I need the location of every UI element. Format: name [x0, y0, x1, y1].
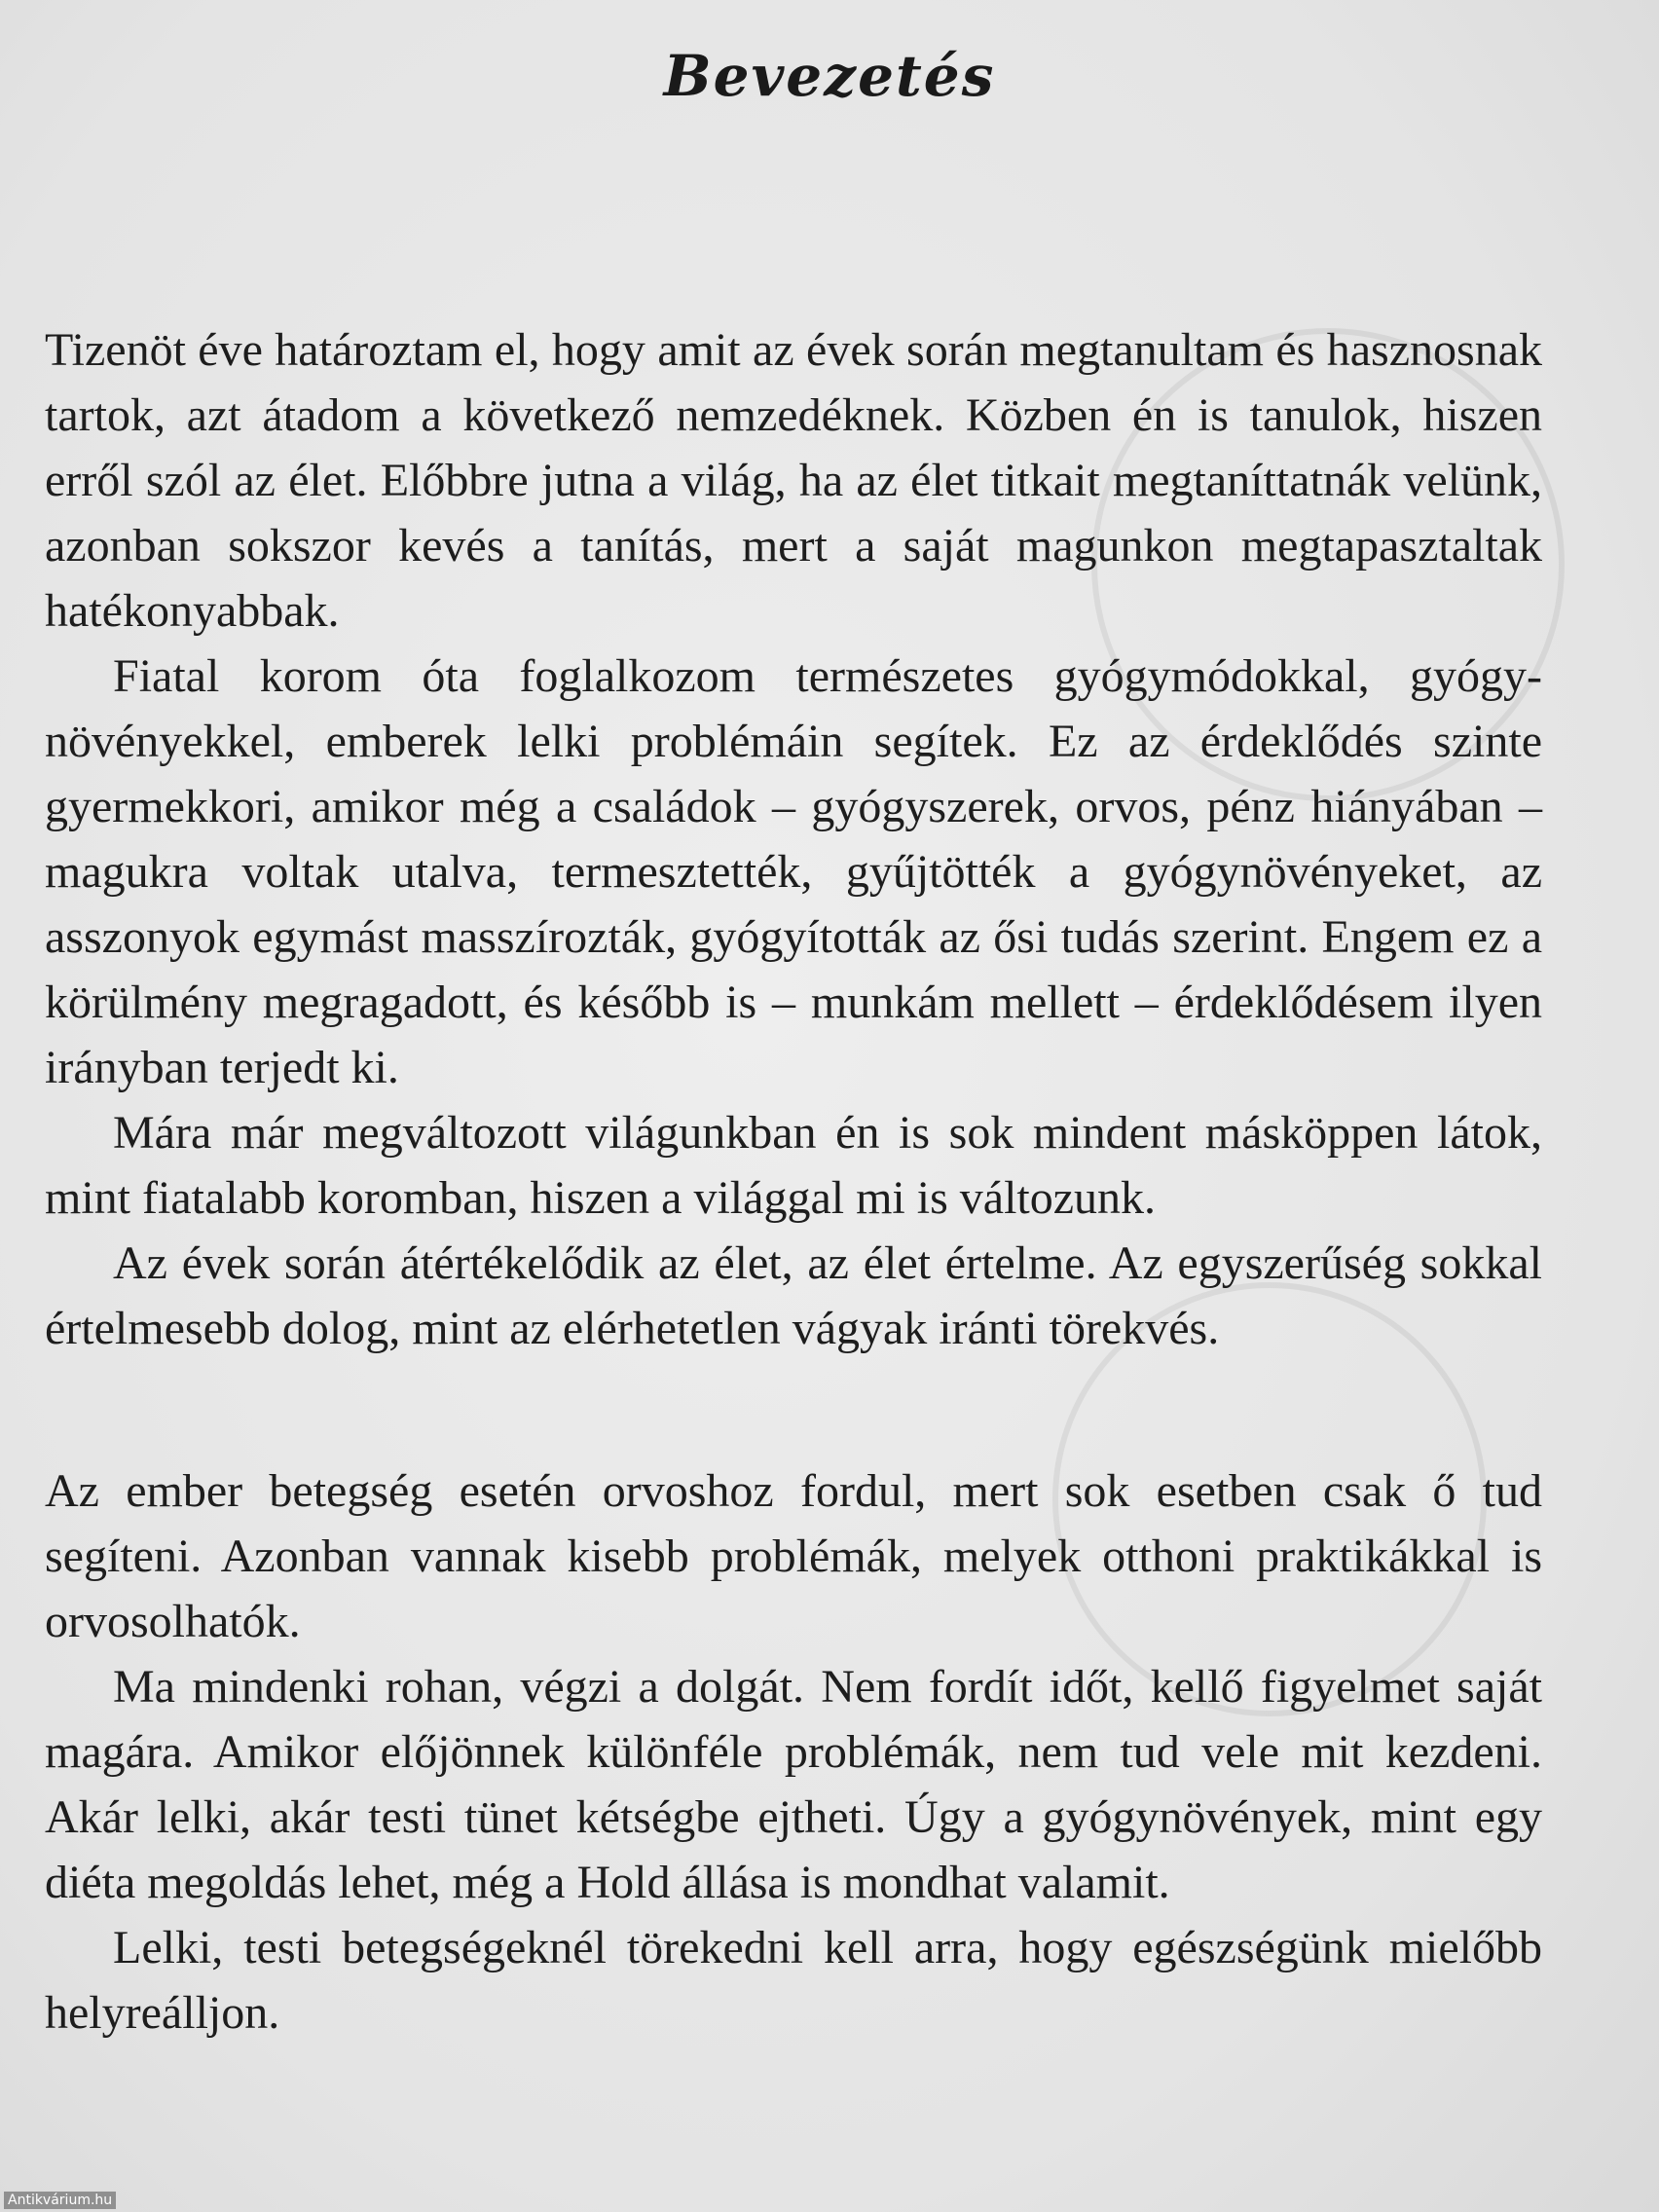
paragraph: Az évek során átértékelődik az élet, az élet értelme. Az egyszerűség sokkal értelmesebb dolog, mint az elérhetetlen vágyak iránti törekvés.: [45, 1237, 1542, 1354]
paragraph: Tizenöt éve határoztam el, hogy amit az évek során megtanultam és hasznosnak tartok, azt átadom a következő nemzedéknek. Közben én is tanulok, hiszen erről szól az élet. Előbbre jutna a világ, ha az élet titkait megtaníttatnák velünk, azonban sokszor kevés a tanítás, mert a saját magunkon megtapasztaltak hatékonyabbak.: [45, 324, 1542, 637]
paragraph: Lelki, testi betegségeknél törekedni kell arra, hogy egészségünk mielőbb helyreálljon.: [45, 1922, 1542, 2039]
paragraph: Mára már megváltozott világunkban én is sok mindent másköppen látok, mint fiatalabb koromban, hiszen a világgal mi is változunk.: [45, 1107, 1542, 1224]
paragraph: Ma mindenki rohan, végzi a dolgát. Nem fordít időt, kellő figyelmet saját magára. Amikor előjönnek különféle problémák, nem tud vele mit kezdeni. Akár lelki, akár testi tünet kétségbe ejtheti. Úgy a gyógynövények, mint egy diéta megoldás lehet, még a Hold állása is mondhat valamit.: [45, 1661, 1542, 1908]
intro-section-2: [45, 1458, 1542, 2046]
intro-section-1: [45, 317, 1542, 1361]
watermark: Antikvárium.hu: [4, 2192, 116, 2209]
page-title: Bevezetés: [663, 43, 996, 109]
paragraph: Fiatal korom óta foglalkozom természetes gyógymódokkal, gyógynövényekkel, emberek lelki problémáin segítek. Ez az érdeklődés szinte gyermekkori, amikor még a családok – gyógyszerek, orvos, pénz hiányában – magukra voltak utalva, termesztették, gyűjtötték a gyógynövényeket, az asszonyok egymást masszírozták, gyógyították az ősi tudás szerint. Engem ez a körülmény megragadott, és később is – munkám mellett – érdeklődésem ilyen irányban terjedt ki.: [45, 650, 1542, 1093]
paragraph: Az ember betegség esetén orvoshoz fordul, mert sok esetben csak ő tud segíteni. Azonban vannak kisebb problémák, melyek otthoni praktikákkal is orvosolhatók.: [45, 1465, 1542, 1647]
